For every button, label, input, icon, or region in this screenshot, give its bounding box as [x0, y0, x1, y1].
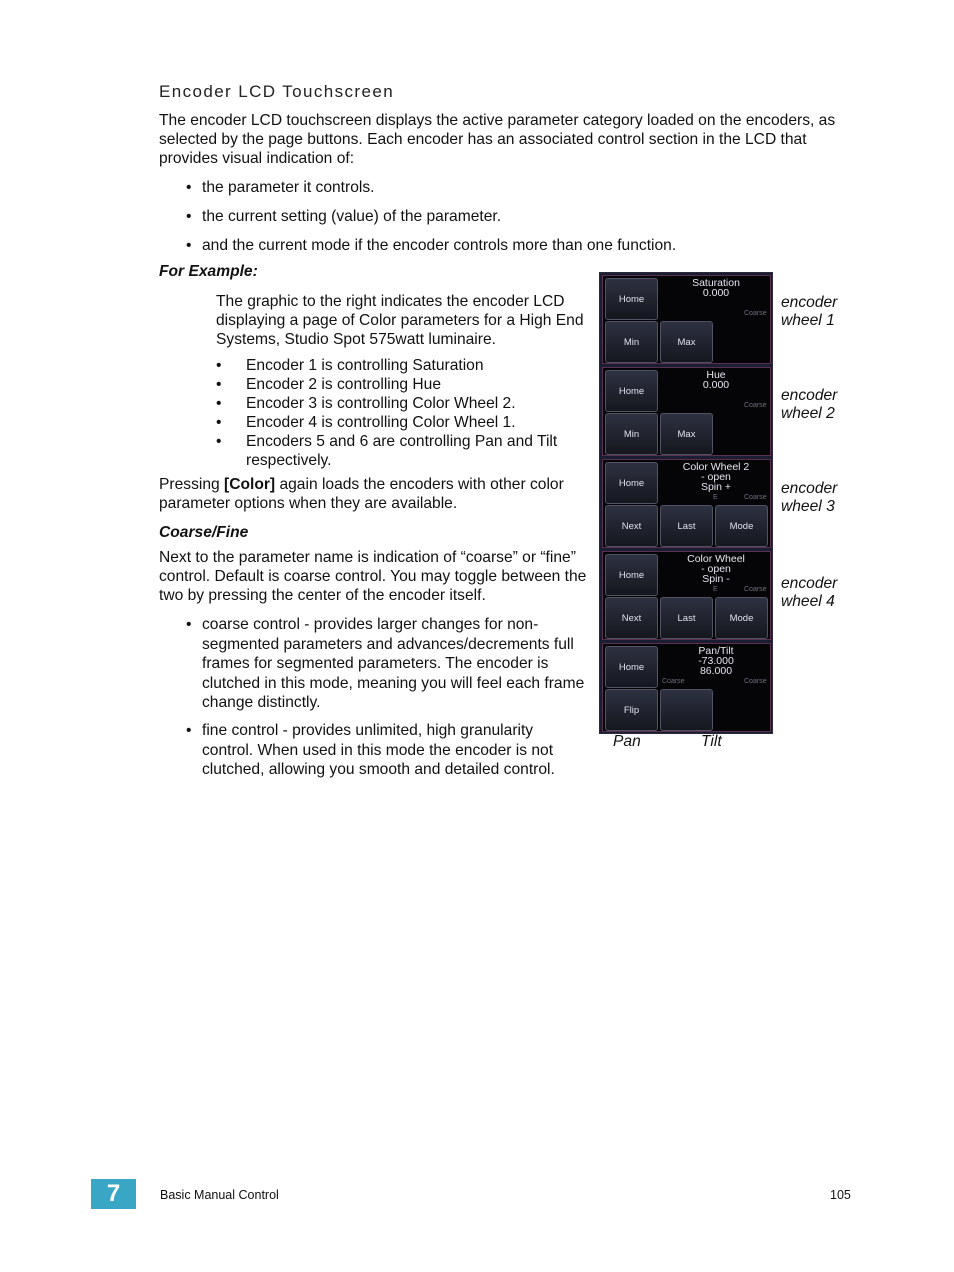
encoder-wheel-2-label: encoder wheel 2: [781, 387, 838, 422]
value-line: - open: [701, 563, 731, 575]
example-paragraph: The graphic to the right indicates the encoder LCD displaying a page of Color parameters for a High End Systems, Studio Spot 575watt luminaire.: [216, 293, 584, 348]
lcd-section-pan-tilt: [602, 643, 771, 732]
list-item: • Encoders 5 and 6 are controlling Pan and Tilt respectively.: [216, 433, 558, 469]
blank-button[interactable]: [660, 689, 713, 731]
min-button[interactable]: Min: [605, 321, 658, 363]
chapter-title: Basic Manual Control: [160, 1188, 279, 1202]
list-item: • Encoder 1 is controlling Saturation: [216, 357, 484, 374]
list-item: • Encoder 3 is controlling Color Wheel 2.: [216, 395, 516, 412]
mode-indicator: Coarse: [744, 678, 767, 685]
home-button[interactable]: Home: [605, 646, 658, 688]
bullet-item: • coarse control - provides larger changes for non-segmented parameters and advances/decrements full frames for segmented parameters. The encoder is clutched in this mode, meaning you will feel each frame change distinctly.: [186, 616, 585, 711]
coarse-fine-paragraph: Next to the parameter name is indication of “coarse” or “fine” control. Default is coarse control. You may toggle between the two by pressing the center of the encoder itself.: [159, 549, 587, 604]
example-label: For Example:: [159, 263, 258, 280]
bullet-item: • and the current mode if the encoder controls more than one function.: [186, 237, 677, 254]
home-button[interactable]: Home: [605, 462, 658, 504]
encoder-wheel-3-label: encoder wheel 3: [781, 480, 838, 515]
section-heading: Encoder LCD Touchscreen: [159, 82, 395, 101]
intro-paragraph: The encoder LCD touchscreen displays the active parameter category loaded on the encoders, as selected by the page buttons. Each encoder has an associated control section in the LCD that provides visual indication of:: [159, 112, 836, 167]
lcd-section-saturation: [602, 275, 771, 364]
encoder-list: [216, 356, 586, 470]
home-button[interactable]: Home: [605, 554, 658, 596]
value-number: 0.000: [702, 379, 730, 391]
bullet-item: • fine control - provides unlimited, high granularity control. When used in this mode the encoder is not clutched, allowing you smooth and detailed control.: [186, 722, 555, 778]
pressing-paragraph: Pressing [Color] again loads the encoders with other color parameter options when they are available.: [159, 476, 564, 512]
min-button[interactable]: Min: [605, 413, 658, 455]
value-name: Color Wheel: [687, 553, 745, 565]
mode-indicator: Coarse: [744, 402, 767, 409]
value-number: 0.000: [702, 287, 730, 299]
value-name: Saturation: [692, 277, 740, 289]
bullet-item: • the parameter it controls.: [186, 179, 375, 196]
last-button[interactable]: Last: [660, 597, 713, 639]
max-button[interactable]: Max: [660, 413, 713, 455]
value-name: Hue: [706, 369, 726, 381]
mode-indicator: Coarse: [744, 494, 767, 501]
lcd-section-color-wheel: [602, 551, 771, 640]
tilt-value: 86.000: [699, 665, 733, 677]
encoder-mark: E: [713, 494, 718, 501]
home-button[interactable]: Home: [605, 278, 658, 320]
encoder-mark: E: [713, 586, 718, 593]
list-item: • Encoder 2 is controlling Hue: [216, 376, 442, 393]
next-button[interactable]: Next: [605, 597, 658, 639]
flip-button[interactable]: Flip: [605, 689, 658, 731]
tilt-label: Tilt: [701, 733, 722, 750]
value-name: Pan/Tilt: [698, 645, 734, 657]
mode-indicator: Coarse: [744, 586, 767, 593]
next-button[interactable]: Next: [605, 505, 658, 547]
mode-button[interactable]: Mode: [715, 597, 768, 639]
bullet-item: • the current setting (value) of the parameter.: [186, 208, 502, 225]
pan-value: -73.000: [698, 655, 734, 667]
last-button[interactable]: Last: [660, 505, 713, 547]
page-number: 105: [830, 1188, 851, 1202]
pan-label: Pan: [613, 733, 641, 750]
max-button[interactable]: Max: [660, 321, 713, 363]
value-line: - open: [701, 471, 731, 483]
mode-indicator: Coarse: [662, 678, 685, 685]
encoder-lcd-graphic: [599, 272, 773, 734]
coarse-fine-label: Coarse/Fine: [159, 524, 249, 541]
value-name: Color Wheel 2: [682, 461, 750, 473]
list-item: • Encoder 4 is controlling Color Wheel 1.: [216, 414, 516, 431]
color-key: [Color]: [224, 476, 276, 493]
encoder-wheel-4-label: encoder wheel 4: [781, 575, 838, 610]
encoder-wheel-1-label: encoder wheel 1: [781, 294, 838, 329]
lcd-section-hue: [602, 367, 771, 456]
chapter-number-badge: 7: [91, 1179, 136, 1209]
value-line: Spin -: [702, 573, 730, 585]
mode-indicator: Coarse: [744, 310, 767, 317]
home-button[interactable]: Home: [605, 370, 658, 412]
mode-button[interactable]: Mode: [715, 505, 768, 547]
value-line: Spin +: [700, 481, 732, 493]
lcd-section-color-wheel-2: [602, 459, 771, 548]
